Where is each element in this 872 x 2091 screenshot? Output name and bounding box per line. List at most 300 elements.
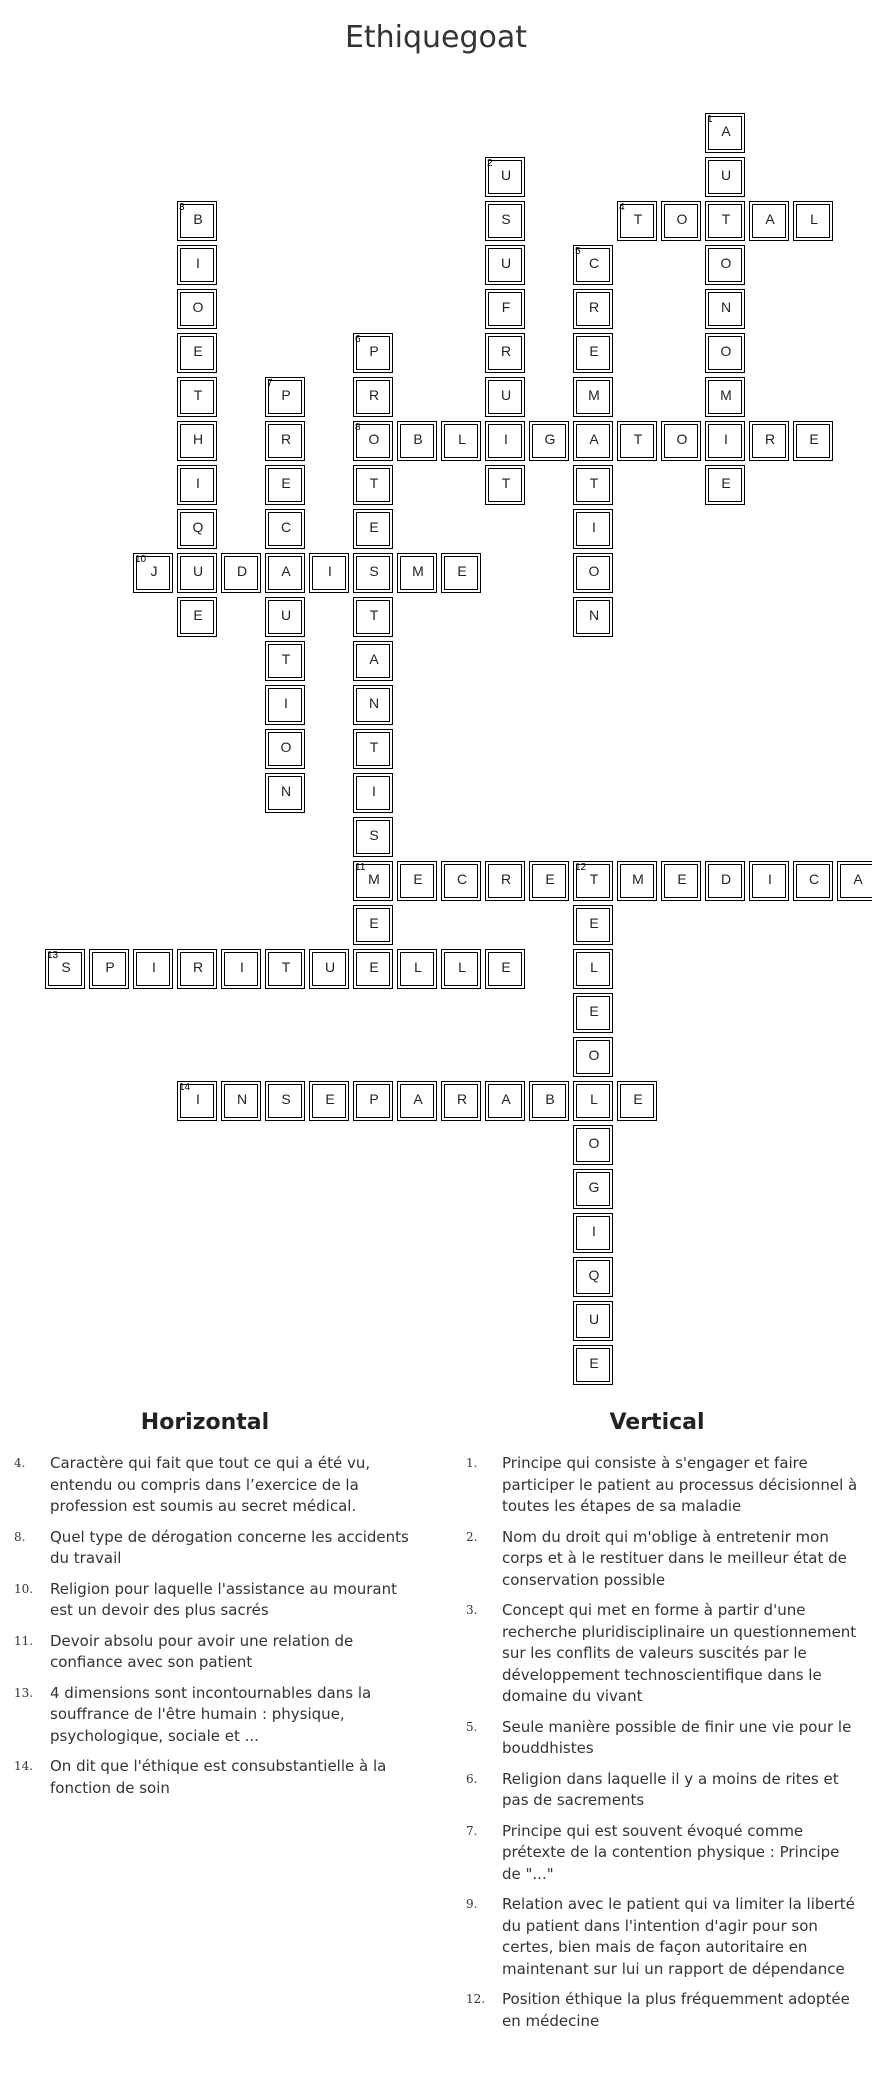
- grid-cell[interactable]: [573, 905, 613, 945]
- cell-letter: R: [500, 343, 512, 359]
- grid-cell[interactable]: [485, 421, 525, 461]
- grid-cell[interactable]: [573, 1081, 613, 1121]
- grid-cell[interactable]: [221, 949, 261, 989]
- cell-letter: E: [501, 959, 511, 975]
- cell-letter: M: [412, 563, 424, 579]
- cell-letter: E: [369, 915, 379, 931]
- clue-number: 10: [135, 554, 147, 565]
- grid-cell[interactable]: [485, 949, 525, 989]
- grid-cell[interactable]: [265, 553, 305, 593]
- grid-cell[interactable]: [749, 861, 789, 901]
- grid-cell[interactable]: [133, 553, 173, 593]
- clue-item-text: Nom du droit qui m'oblige à entretenir mon corps et à le restituer dans le meilleur état de conservation possible: [502, 1527, 847, 1589]
- puzzle-title: Ethiquegoat: [344, 20, 528, 55]
- grid-cell[interactable]: [705, 113, 745, 153]
- grid-cell[interactable]: [177, 597, 217, 637]
- clue-item-text: 4 dimensions sont incontournables dans la souffrance de l'être humain : physique, psychologique, sociale et ...: [50, 1683, 372, 1745]
- cell-letter: O: [588, 1135, 600, 1151]
- grid-cell[interactable]: [617, 421, 657, 461]
- grid-cell[interactable]: [309, 553, 349, 593]
- cell-letter: L: [590, 959, 598, 975]
- grid-cell[interactable]: [353, 333, 393, 373]
- clue-number: 11: [355, 862, 366, 873]
- grid-cell[interactable]: [353, 421, 393, 461]
- clue-number: 7: [267, 378, 273, 389]
- grid-cell[interactable]: [573, 1037, 613, 1077]
- grid-cell[interactable]: [441, 1081, 481, 1121]
- grid-cell[interactable]: [485, 465, 525, 505]
- clue-number: 2: [487, 158, 493, 169]
- grid-cell[interactable]: [793, 421, 833, 461]
- cell-letter: T: [193, 387, 203, 403]
- grid-cell[interactable]: [617, 201, 657, 241]
- cell-letter: D: [236, 563, 248, 579]
- cell-letter: C: [588, 255, 600, 271]
- grid-cell[interactable]: [177, 949, 217, 989]
- cell-letter: Q: [588, 1267, 600, 1283]
- cell-letter: E: [457, 563, 467, 579]
- cell-letter: T: [721, 211, 731, 227]
- clue-item-number: 10.: [14, 1581, 34, 1596]
- cell-letter: O: [588, 1047, 600, 1063]
- grid-cell[interactable]: [177, 553, 217, 593]
- cell-letter: E: [281, 475, 291, 491]
- clue-number: 5: [575, 246, 581, 257]
- grid-cell[interactable]: [177, 289, 217, 329]
- grid-cell[interactable]: [353, 905, 393, 945]
- cell-letter: A: [589, 431, 599, 447]
- grid-cell[interactable]: [397, 553, 437, 593]
- cell-letter: I: [196, 255, 200, 271]
- cell-letter: P: [369, 343, 379, 359]
- cell-letter: E: [589, 915, 599, 931]
- grid-cell[interactable]: [441, 553, 481, 593]
- grid-cell[interactable]: [133, 949, 173, 989]
- grid-cell[interactable]: [265, 773, 305, 813]
- grid-cell[interactable]: [573, 465, 613, 505]
- cell-letter: I: [328, 563, 332, 579]
- cell-letter: C: [280, 519, 292, 535]
- clue-item-number: 9.: [466, 1897, 478, 1911]
- cell-letter: O: [368, 431, 380, 447]
- clue-item: [0, 1631, 410, 1674]
- grid-cell[interactable]: [705, 861, 745, 901]
- cell-letter: J: [150, 563, 158, 579]
- grid-cell[interactable]: [177, 245, 217, 285]
- cell-letter: E: [369, 959, 379, 975]
- clue-item: [452, 1717, 862, 1760]
- cell-letter: S: [501, 211, 511, 227]
- grid-cell[interactable]: [485, 289, 525, 329]
- grid-cell[interactable]: [485, 1081, 525, 1121]
- grid-cell[interactable]: [45, 949, 85, 989]
- grid-cell[interactable]: [573, 421, 613, 461]
- cell-letter: C: [808, 871, 820, 887]
- grid-cell[interactable]: [353, 597, 393, 637]
- grid-cell[interactable]: [265, 1081, 305, 1121]
- grid-cell[interactable]: [353, 553, 393, 593]
- clue-item: [452, 1769, 862, 1812]
- cell-letter: A: [413, 1091, 423, 1107]
- cell-letter: I: [504, 431, 508, 447]
- grid-cell[interactable]: [353, 817, 393, 857]
- cell-letter: I: [152, 959, 156, 975]
- grid-cell[interactable]: [529, 1081, 569, 1121]
- grid-cell[interactable]: [573, 377, 613, 417]
- cell-letter: T: [369, 607, 379, 623]
- grid-cell[interactable]: [529, 861, 569, 901]
- cell-letter: O: [720, 343, 732, 359]
- clue-item: [452, 1453, 862, 1518]
- grid-cell[interactable]: [89, 949, 129, 989]
- cell-letter: M: [632, 871, 644, 887]
- cell-letter: R: [368, 387, 380, 403]
- grid-cell[interactable]: [265, 377, 305, 417]
- clue-number: 14: [179, 1082, 191, 1093]
- vertical-clues: [452, 1410, 862, 2041]
- cell-letter: P: [281, 387, 291, 403]
- cell-letter: A: [853, 871, 863, 887]
- grid-cell[interactable]: [265, 597, 305, 637]
- clue-item: [452, 1600, 862, 1708]
- grid-cell[interactable]: [265, 729, 305, 769]
- cell-letter: E: [325, 1091, 335, 1107]
- vertical-heading: Vertical: [609, 1410, 705, 1435]
- clue-item-number: 2.: [466, 1529, 478, 1544]
- clue-item-number: 4.: [14, 1456, 26, 1470]
- cell-letter: B: [193, 211, 203, 227]
- cell-letter: O: [192, 299, 204, 315]
- grid-cell[interactable]: [485, 157, 525, 197]
- grid-cell[interactable]: [705, 377, 745, 417]
- clue-item: [0, 1453, 410, 1518]
- cell-letter: T: [369, 739, 379, 755]
- clue-number: 1: [707, 114, 713, 125]
- grid-cell[interactable]: [661, 861, 701, 901]
- grid-cell[interactable]: [309, 1081, 349, 1121]
- grid-cell[interactable]: [441, 861, 481, 901]
- cell-letter: Q: [192, 519, 204, 535]
- clue-number: 12: [575, 862, 587, 873]
- cell-letter: C: [456, 871, 468, 887]
- cell-letter: R: [764, 431, 776, 447]
- cell-letter: E: [633, 1091, 643, 1107]
- grid-cell[interactable]: [309, 949, 349, 989]
- grid-cell[interactable]: [265, 509, 305, 549]
- grid-cell[interactable]: [573, 1125, 613, 1165]
- cell-letter: I: [284, 695, 288, 711]
- clue-item: [452, 1989, 862, 2032]
- grid-cell[interactable]: [265, 949, 305, 989]
- cell-letter: S: [369, 827, 379, 843]
- grid-cell[interactable]: [573, 509, 613, 549]
- cell-letter: R: [500, 871, 512, 887]
- grid-cell[interactable]: [705, 157, 745, 197]
- cell-letter: I: [196, 1091, 200, 1107]
- grid-cell[interactable]: [573, 861, 613, 901]
- cell-letter: I: [372, 783, 376, 799]
- grid-cell[interactable]: [573, 1213, 613, 1253]
- grid-cell[interactable]: [177, 201, 217, 241]
- cell-letter: B: [545, 1091, 555, 1107]
- clue-item: [452, 1821, 862, 1886]
- cell-letter: E: [413, 871, 423, 887]
- clue-item-text: Principe qui est souvent évoqué comme prétexte de la contention physique : Principe de "...": [502, 1821, 840, 1883]
- grid-cell[interactable]: [177, 421, 217, 461]
- cell-letter: N: [368, 695, 380, 711]
- cell-letter: E: [545, 871, 555, 887]
- grid-cell[interactable]: [177, 377, 217, 417]
- cell-letter: E: [589, 1355, 599, 1371]
- cell-letter: S: [369, 563, 379, 579]
- cell-letter: U: [720, 167, 732, 183]
- clue-item: [452, 1894, 862, 1980]
- cell-letter: L: [810, 211, 818, 227]
- grid-cell[interactable]: [793, 201, 833, 241]
- clue-item-text: Seule manière possible de finir une vie pour le bouddhistes: [502, 1717, 852, 1757]
- grid-cell[interactable]: [353, 685, 393, 725]
- cell-letter: T: [281, 959, 291, 975]
- clue-item-text: On dit que l'éthique est consubstantielle à la fonction de soin: [50, 1757, 387, 1797]
- cell-letter: D: [720, 871, 732, 887]
- cell-letter: S: [281, 1091, 291, 1107]
- cell-letter: O: [676, 211, 688, 227]
- grid-cell[interactable]: [705, 245, 745, 285]
- clue-item-number: 11.: [14, 1633, 34, 1648]
- grid-cell[interactable]: [265, 685, 305, 725]
- clue-number: 13: [47, 950, 59, 961]
- grid-cell[interactable]: [177, 333, 217, 373]
- grid-cell[interactable]: [573, 949, 613, 989]
- grid-cell[interactable]: [397, 949, 437, 989]
- cell-letter: E: [589, 1003, 599, 1019]
- grid-cell[interactable]: [837, 861, 872, 901]
- grid-cell[interactable]: [661, 421, 701, 461]
- clue-item-text: Religion dans laquelle il y a moins de rites et pas de sacrements: [502, 1769, 839, 1809]
- clue-number: 3: [179, 202, 185, 213]
- grid-cell[interactable]: [573, 1301, 613, 1341]
- cell-letter: F: [501, 299, 511, 315]
- cell-letter: T: [501, 475, 511, 491]
- grid-cell[interactable]: [705, 333, 745, 373]
- clue-item-text: Relation avec le patient qui va limiter la liberté du patient dans l'intention d'agir pour son certes, bien mais de façon autoritaire en maintenant sur lui un rapport de dépendance: [502, 1895, 855, 1978]
- grid-cell[interactable]: [353, 465, 393, 505]
- grid-cell[interactable]: [485, 245, 525, 285]
- grid-cell[interactable]: [353, 861, 393, 901]
- cell-letter: L: [590, 1091, 598, 1107]
- clue-number: 6: [355, 334, 361, 345]
- grid-cell[interactable]: [617, 1081, 657, 1121]
- cell-letter: O: [588, 563, 600, 579]
- grid-cell[interactable]: [573, 245, 613, 285]
- cell-letter: E: [369, 519, 379, 535]
- cell-letter: N: [280, 783, 292, 799]
- cell-letter: H: [192, 431, 204, 447]
- clue-item-text: Quel type de dérogation concerne les accidents du travail: [50, 1527, 409, 1567]
- cell-letter: E: [193, 343, 203, 359]
- cell-letter: T: [589, 475, 599, 491]
- cell-letter: A: [501, 1091, 511, 1107]
- cell-letter: G: [544, 431, 556, 447]
- cell-letter: I: [592, 1223, 596, 1239]
- grid-cell[interactable]: [661, 201, 701, 241]
- clue-item-text: Concept qui met en forme à partir d'une recherche pluridisciplinaire un questionnement sur les conflits de valeurs suscités par le développement technoscientifique dans le domaine du vivant: [502, 1601, 857, 1705]
- grid-cell[interactable]: [749, 201, 789, 241]
- cell-letter: I: [724, 431, 728, 447]
- clue-item-text: Caractère qui fait que tout ce qui a été vu, entendu ou compris dans l’exercice de la profession est soumis au secret médical.: [50, 1454, 371, 1515]
- cell-letter: T: [633, 211, 643, 227]
- cell-letter: U: [280, 607, 292, 623]
- grid-cell[interactable]: [529, 421, 569, 461]
- grid-cell[interactable]: [793, 861, 833, 901]
- cell-letter: M: [720, 387, 732, 403]
- cell-letter: U: [500, 255, 512, 271]
- cell-letter: I: [592, 519, 596, 535]
- cell-letter: I: [768, 871, 772, 887]
- grid-cell[interactable]: [353, 641, 393, 681]
- clue-item: [0, 1683, 410, 1748]
- grid-cell[interactable]: [749, 421, 789, 461]
- grid-cell[interactable]: [485, 201, 525, 241]
- cell-letter: A: [765, 211, 775, 227]
- cell-letter: E: [677, 871, 687, 887]
- clue-item: [0, 1756, 410, 1799]
- cell-letter: L: [458, 431, 466, 447]
- cell-letter: N: [236, 1091, 248, 1107]
- clue-number: 8: [355, 422, 361, 433]
- cell-letter: L: [414, 959, 422, 975]
- cell-letter: U: [192, 563, 204, 579]
- cell-letter: R: [192, 959, 204, 975]
- clue-item-number: 14.: [14, 1759, 34, 1773]
- clue-item-number: 7.: [466, 1823, 478, 1838]
- vertical-clue-list: [452, 1453, 862, 2032]
- grid-cell[interactable]: [573, 1169, 613, 1209]
- cell-letter: S: [61, 959, 71, 975]
- cell-letter: E: [193, 607, 203, 623]
- grid-cell[interactable]: [353, 509, 393, 549]
- cell-letter: U: [588, 1311, 600, 1327]
- cell-letter: G: [588, 1179, 600, 1195]
- horizontal-clues: [0, 1410, 410, 1808]
- grid-cell[interactable]: [221, 553, 261, 593]
- grid-cell[interactable]: [353, 949, 393, 989]
- clue-item-text: Religion pour laquelle l'assistance au mourant est un devoir des plus sacrés: [50, 1579, 397, 1619]
- cell-letter: E: [809, 431, 819, 447]
- cell-letter: R: [280, 431, 292, 447]
- grid-cell[interactable]: [573, 333, 613, 373]
- cell-letter: T: [281, 651, 291, 667]
- clue-item-text: Position éthique la plus fréquemment adoptée en médecine: [502, 1990, 850, 2030]
- grid-cell[interactable]: [221, 1081, 261, 1121]
- clue-item: [0, 1527, 410, 1570]
- grid-cell[interactable]: [397, 1081, 437, 1121]
- cell-letter: E: [721, 475, 731, 491]
- grid-cell[interactable]: [573, 993, 613, 1033]
- grid-cell[interactable]: [705, 465, 745, 505]
- cell-letter: T: [633, 431, 643, 447]
- grid-cell[interactable]: [177, 1081, 217, 1121]
- grid-cell[interactable]: [617, 861, 657, 901]
- grid-cell[interactable]: [177, 509, 217, 549]
- grid-cell[interactable]: [573, 553, 613, 593]
- grid-cell[interactable]: [485, 861, 525, 901]
- clue-item-number: 13.: [14, 1685, 34, 1700]
- grid-cell[interactable]: [705, 421, 745, 461]
- cell-letter: M: [368, 871, 380, 887]
- cell-letter: P: [105, 959, 115, 975]
- cell-letter: E: [589, 343, 599, 359]
- clue-item-number: 8.: [14, 1529, 26, 1544]
- cell-letter: R: [588, 299, 600, 315]
- cell-letter: O: [720, 255, 732, 271]
- horizontal-heading: Horizontal: [140, 1410, 270, 1435]
- clue-item-text: Principe qui consiste à s'engager et faire participer le patient au processus décisionnel à toutes les étapes de sa maladie: [502, 1454, 858, 1515]
- grid-cell[interactable]: [177, 465, 217, 505]
- cell-letter: A: [369, 651, 379, 667]
- clue-item-text: Devoir absolu pour avoir une relation de confiance avec son patient: [50, 1631, 354, 1671]
- cell-letter: M: [588, 387, 600, 403]
- cell-letter: U: [500, 167, 512, 183]
- grid-cell[interactable]: [705, 201, 745, 241]
- grid-cell[interactable]: [485, 333, 525, 373]
- grid-cell[interactable]: [397, 421, 437, 461]
- grid-cell[interactable]: [573, 289, 613, 329]
- grid-cell[interactable]: [441, 421, 481, 461]
- cell-letter: A: [721, 123, 731, 139]
- cell-letter: O: [280, 739, 292, 755]
- grid-cell[interactable]: [353, 1081, 393, 1121]
- grid-cell[interactable]: [573, 1257, 613, 1297]
- cell-letter: I: [196, 475, 200, 491]
- horizontal-clue-list: [0, 1453, 410, 1799]
- grid-cell[interactable]: [353, 377, 393, 417]
- grid-cell[interactable]: [265, 641, 305, 681]
- clue-item-number: 12.: [466, 1992, 486, 2006]
- cell-letter: N: [720, 299, 732, 315]
- grid-cell[interactable]: [441, 949, 481, 989]
- clue-item-number: 3.: [466, 1603, 478, 1617]
- clue-item-number: 6.: [466, 1771, 478, 1786]
- cell-letter: P: [369, 1091, 379, 1107]
- clue-item: [452, 1527, 862, 1592]
- grid-cell[interactable]: [573, 1345, 613, 1385]
- clue-number: 4: [619, 202, 625, 213]
- grid-cell[interactable]: [573, 597, 613, 637]
- cell-letter: T: [589, 871, 599, 887]
- cell-letter: R: [456, 1091, 468, 1107]
- grid-cell[interactable]: [353, 729, 393, 769]
- grid-cell[interactable]: [397, 861, 437, 901]
- cell-letter: B: [413, 431, 423, 447]
- clue-item-number: 5.: [466, 1719, 478, 1734]
- grid-cell[interactable]: [265, 465, 305, 505]
- grid-cell[interactable]: [353, 773, 393, 813]
- cell-letter: I: [240, 959, 244, 975]
- cell-letter: L: [458, 959, 466, 975]
- clue-item-number: 1.: [466, 1456, 478, 1470]
- cell-letter: N: [588, 607, 600, 623]
- grid-cell[interactable]: [485, 377, 525, 417]
- cell-letter: A: [281, 563, 291, 579]
- cell-letter: U: [324, 959, 336, 975]
- grid-cell[interactable]: [705, 289, 745, 329]
- clue-item: [0, 1579, 410, 1622]
- cell-letter: U: [500, 387, 512, 403]
- grid-cell[interactable]: [265, 421, 305, 461]
- cell-letter: T: [369, 475, 379, 491]
- cell-letter: O: [676, 431, 688, 447]
